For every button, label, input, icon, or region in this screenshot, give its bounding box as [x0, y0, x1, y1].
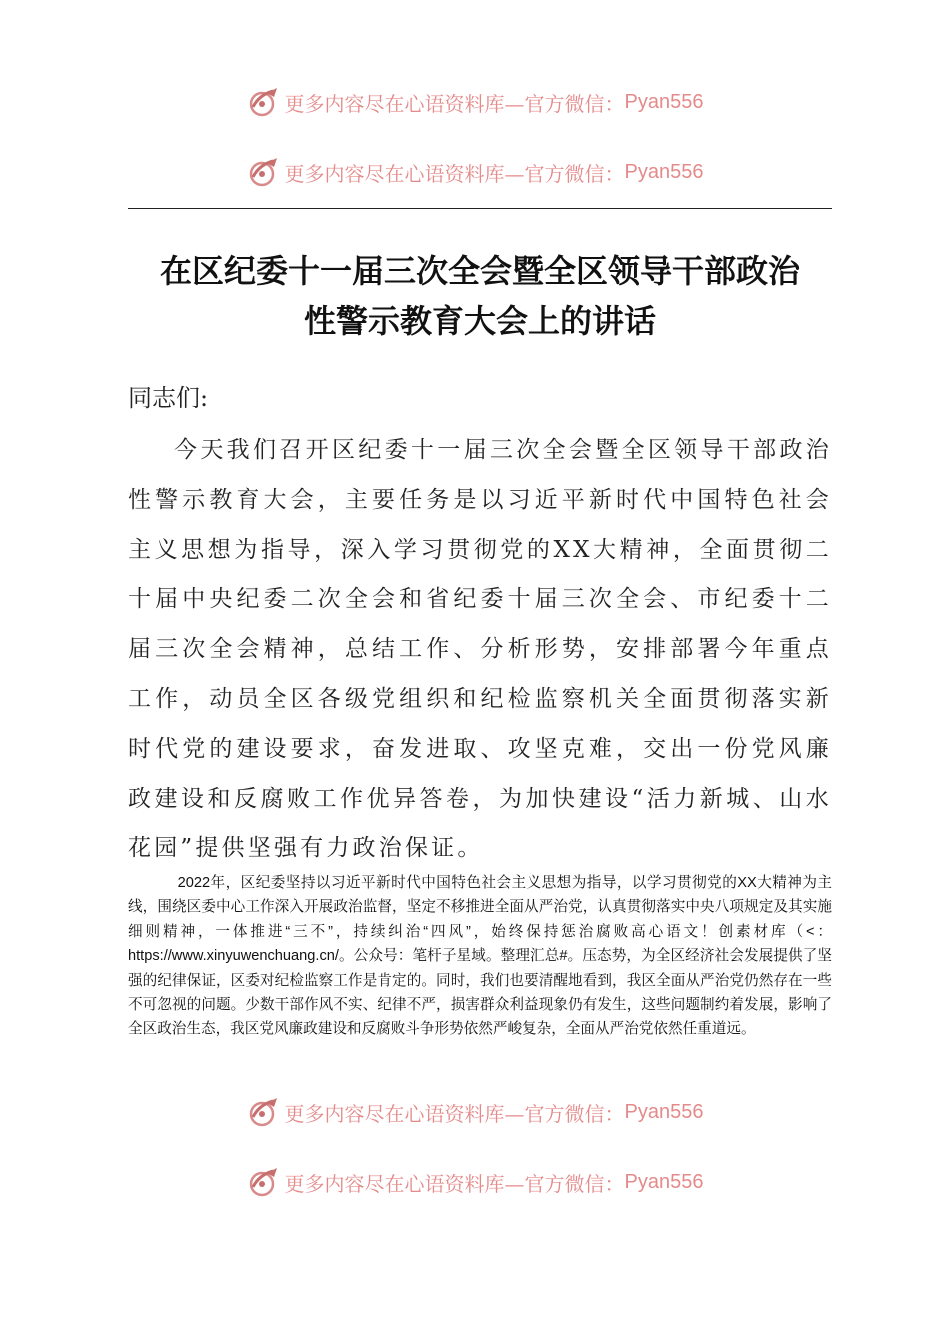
pen-logo-icon [247, 155, 281, 189]
body-paragraph-1: 今天我们召开区纪委十一届三次全会暨全区领导干部政治性警示教育大会，主要任务是以习近平新时代中国特色社会主义思想为指导，深入学习贯彻党的XX大精神，全面贯彻二十届中央纪委二次全会和省纪委十届三次全会、市纪委十二届三次全会精神，总结工作、分析形势，安排部署今年重点工作，动员全区各级党组织和纪检监察机关全面贯彻落实新时代党的建设要求，奋发进取、攻坚克难，交出一份党风廉政建设和反腐败工作优异答卷，为加快建设“活力新城、山水花园”提供坚强有力政治保证。 [128, 437, 832, 862]
watermark-banner-bottom-2 [0, 1162, 950, 1202]
watermark-text: 更多内容尽在心语资料库—官方微信： [284, 161, 625, 186]
salutation: 同志们: [128, 384, 209, 412]
watermark-banner-top-1 [0, 82, 950, 122]
watermark-banner-bottom-1 [0, 1092, 950, 1132]
watermark-text: 更多内容尽在心语资料库—官方微信： [284, 1171, 625, 1196]
watermark-id: Pyan556 [624, 1100, 704, 1123]
pen-logo-icon [247, 1165, 281, 1199]
watermark-text: 更多内容尽在心语资料库—官方微信： [284, 91, 625, 116]
title-line-2: 性警示教育大会上的讲话 [303, 302, 656, 340]
body-paragraph-2: 2022年，区纪委坚持以习近平新时代中国特色社会主义思想为指导，以学习贯彻党的XX大精神为主线，围绕区委中心工作深入开展政治监督，坚定不移推进全面从严治党，认真贯彻落实中央八项规定及其实施细则精神，一体推进“三不”，持续纠治“四风”，始终保持惩治腐败高心语文！创素材库（<：https://www.xinyuwenchuang.cn/。公众号：笔杆子星域。整理汇总#。压态势，为全区经济社会发展提供了坚强的纪律保证，区委对纪检监察工作是肯定的。同时，我们也要清醒地看到，我区全面从严治党仍然存在一些不可忽视的问题。少数干部作风不实、纪律不严，损害群众利益现象仍有发生，这些问题制约着发展，影响了全区政治生态，我区党风廉政建设和反腐败斗争形势依然严峻复杂，全面从严治党依然任重道远。 [128, 875, 832, 1038]
pen-logo-icon [247, 85, 281, 119]
watermark-banner-top-2 [0, 152, 950, 192]
watermark-id: Pyan556 [624, 1170, 704, 1193]
document-title [118, 246, 842, 346]
title-line-1: 在区纪委十一届三次全会暨全区领导干部政治 [159, 252, 800, 290]
watermark-id: Pyan556 [624, 160, 704, 183]
pen-logo-icon [247, 1095, 281, 1129]
header-divider [128, 208, 832, 209]
watermark-id: Pyan556 [624, 90, 704, 113]
watermark-text: 更多内容尽在心语资料库—官方微信： [284, 1101, 625, 1126]
